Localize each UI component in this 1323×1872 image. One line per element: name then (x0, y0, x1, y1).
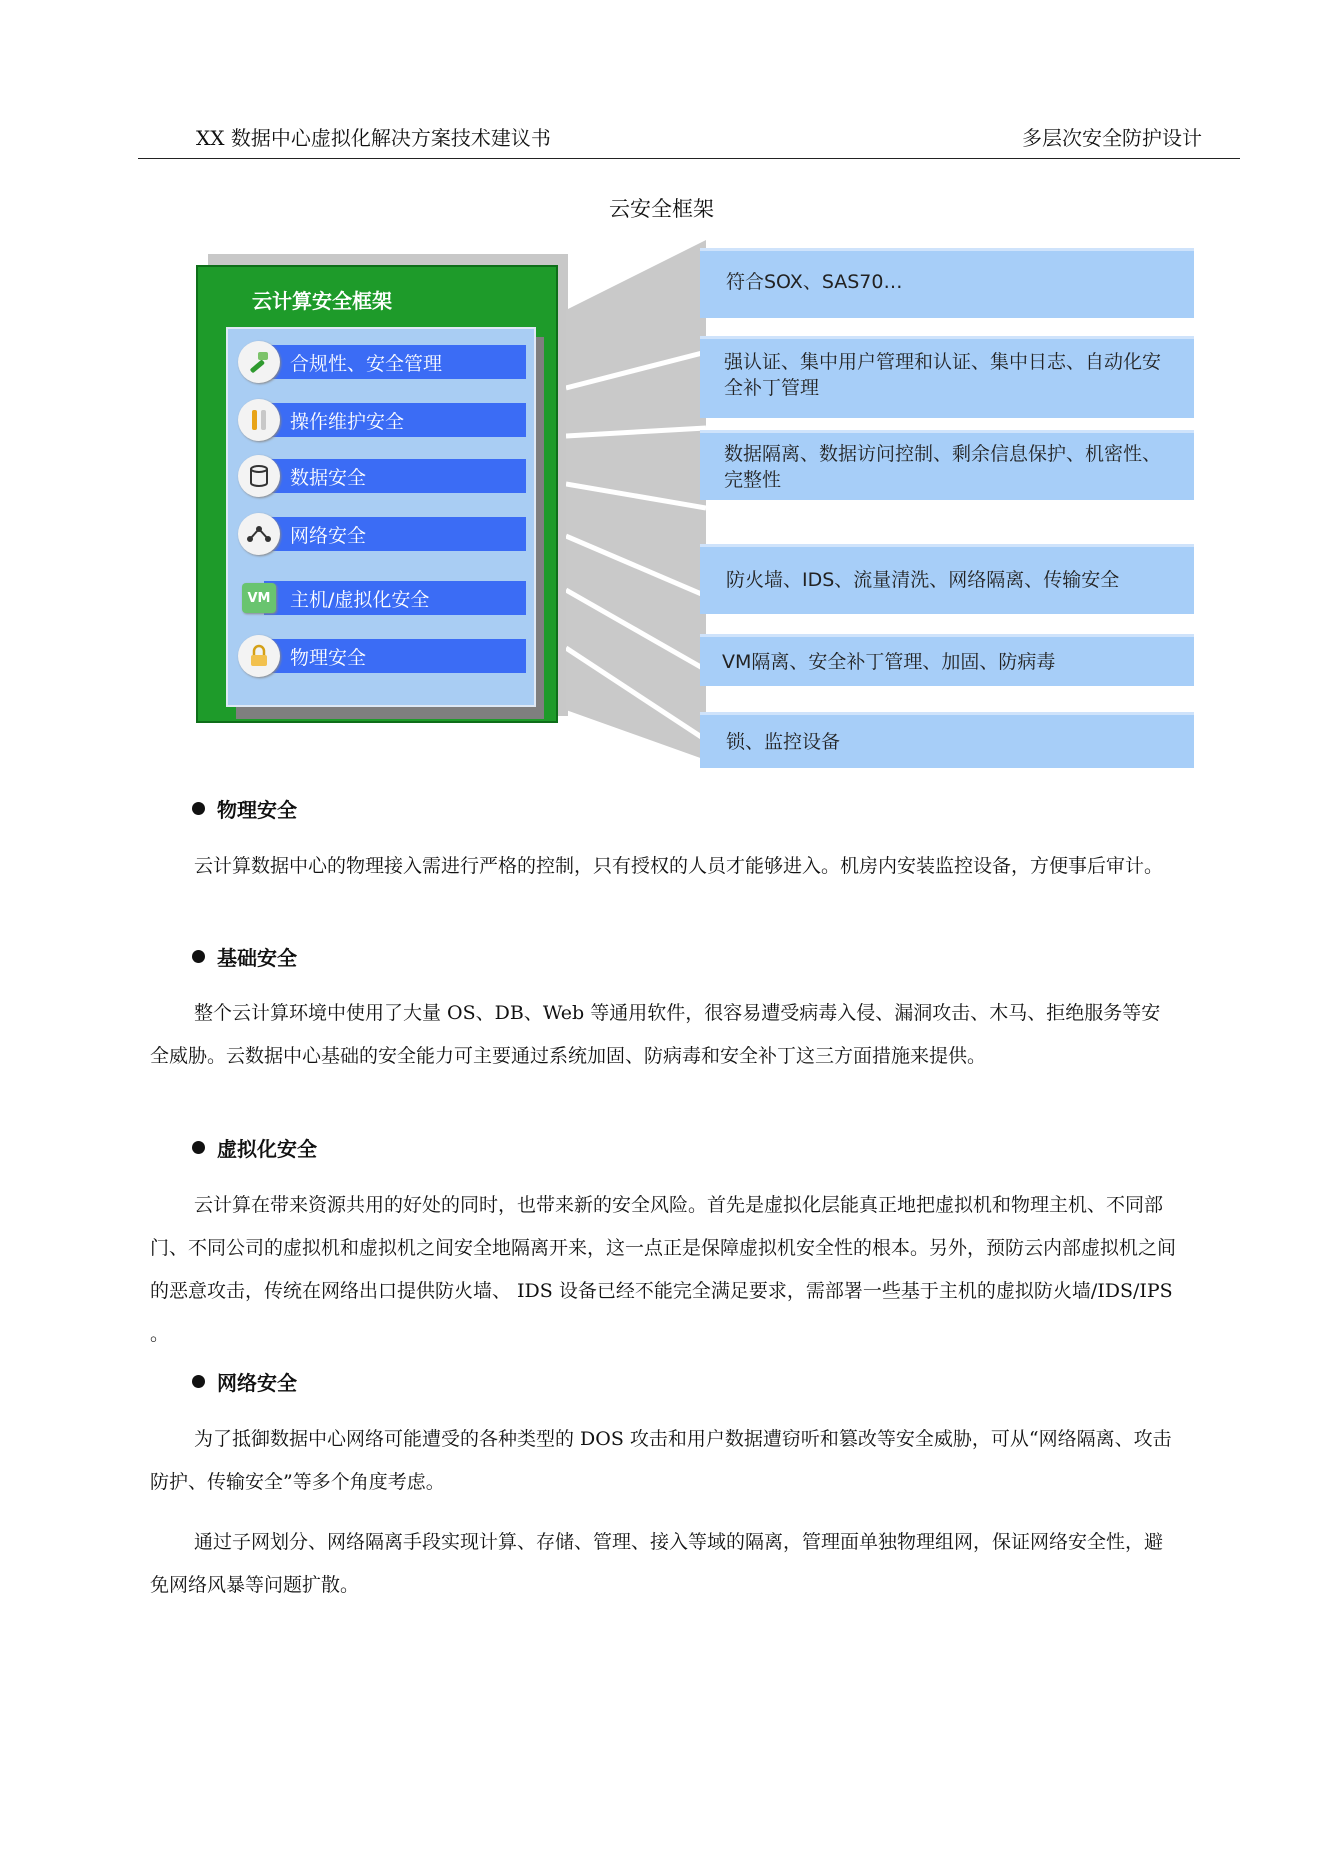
detail-box: 强认证、集中用户管理和认证、集中日志、自动化安全补丁管理 (700, 336, 1194, 418)
framework-item (238, 635, 528, 677)
framework-items-panel (226, 327, 536, 707)
framework-item (238, 513, 528, 555)
framework-item (238, 455, 528, 497)
framework-box-title: 云计算安全框架 (252, 289, 392, 313)
paragraph: 整个云计算环境中使用了大量 OS、DB、Web 等通用软件，很容易遭受病毒入侵、漏洞攻击、木马、拒绝服务等安全威胁。云数据中心基础的安全能力可主要通过系统加固、防病毒和安全补丁这三方面措施来提供。 (150, 1002, 1161, 1067)
paragraph: 云计算在带来资源共用的好处的同时，也带来新的安全风险。首先是虚拟化层能真正地把虚拟机和物理主机、不同部门、不同公司的虚拟机和虚拟机之间安全地隔离开来，这一点正是保障虚拟机安全性的根本。另外，预防云内部虚拟机之间的恶意攻击，传统在网络出口提供防火墙、 IDS 设备已经不能完全满足要求，需部署一些基于主机的虚拟防火墙/IDS/IPS 。 (150, 1194, 1177, 1345)
framework-item-label: 网络安全 (290, 525, 367, 547)
section-heading-text: 物理安全 (217, 798, 297, 822)
bullet-dot (192, 1375, 205, 1388)
detail-box: 锁、监控设备 (700, 712, 1194, 768)
section-heading (192, 942, 297, 971)
section-body (150, 845, 1178, 888)
section-heading-text: 网络安全 (217, 1371, 297, 1395)
paragraph: 云计算数据中心的物理接入需进行严格的控制，只有授权的人员才能够进入。机房内安装监控设备，方便事后审计。 (194, 855, 1164, 877)
section-body (150, 992, 1178, 1078)
paragraph: 为了抵御数据中心网络可能遭受的各种类型的 DOS 攻击和用户数据遭窃听和篡改等安全威胁，可从“网络隔离、攻击防护、传输安全”等多个角度考虑。 (150, 1428, 1172, 1493)
network-icon (238, 513, 280, 555)
detail-box: 符合SOX、SAS70… (700, 248, 1194, 318)
framework-item-label: 物理安全 (290, 647, 367, 669)
cloud-security-framework-diagram (196, 240, 1196, 770)
framework-item (238, 577, 528, 619)
database-icon (238, 455, 280, 497)
section-body (150, 1418, 1178, 1607)
section-heading-text: 基础安全 (217, 946, 297, 970)
section-heading-text: 虚拟化安全 (217, 1137, 317, 1161)
vm-icon (242, 583, 276, 613)
vm-icon-text: VM (247, 590, 271, 606)
lock-icon (238, 635, 280, 677)
section-heading (192, 794, 297, 823)
framework-item-label: 数据安全 (290, 467, 367, 489)
framework-item-label: 合规性、安全管理 (290, 353, 443, 375)
bullet-dot (192, 950, 205, 963)
header-doc-title: XX 数据中心虚拟化解决方案技术建议书 (196, 126, 551, 150)
bullet-dot (192, 802, 205, 815)
detail-box: VM隔离、安全补丁管理、加固、防病毒 (700, 634, 1194, 686)
section-heading (192, 1367, 297, 1396)
framework-box (196, 265, 558, 723)
page-header (138, 122, 1240, 159)
gavel-icon (238, 341, 280, 383)
section-heading (192, 1133, 317, 1162)
detail-box: 数据隔离、数据访问控制、剩余信息保护、机密性、完整性 (700, 430, 1194, 500)
section-body (150, 1184, 1178, 1356)
framework-item (238, 399, 528, 441)
paragraph: 通过子网划分、网络隔离手段实现计算、存储、管理、接入等域的隔离，管理面单独物理组网，保证网络安全性，避免网络风暴等问题扩散。 (150, 1531, 1164, 1596)
framework-item-label: 主机/虚拟化安全 (290, 589, 430, 611)
figure-title: 云安全框架 (609, 197, 714, 221)
detail-box: 防火墙、IDS、流量清洗、网络隔离、传输安全 (700, 544, 1194, 614)
framework-item-label: 操作维护安全 (290, 411, 405, 433)
tools-icon (238, 399, 280, 441)
framework-item (238, 341, 528, 383)
header-section-title: 多层次安全防护设计 (1022, 126, 1202, 150)
connector-fan (566, 240, 706, 770)
bullet-dot (192, 1141, 205, 1154)
